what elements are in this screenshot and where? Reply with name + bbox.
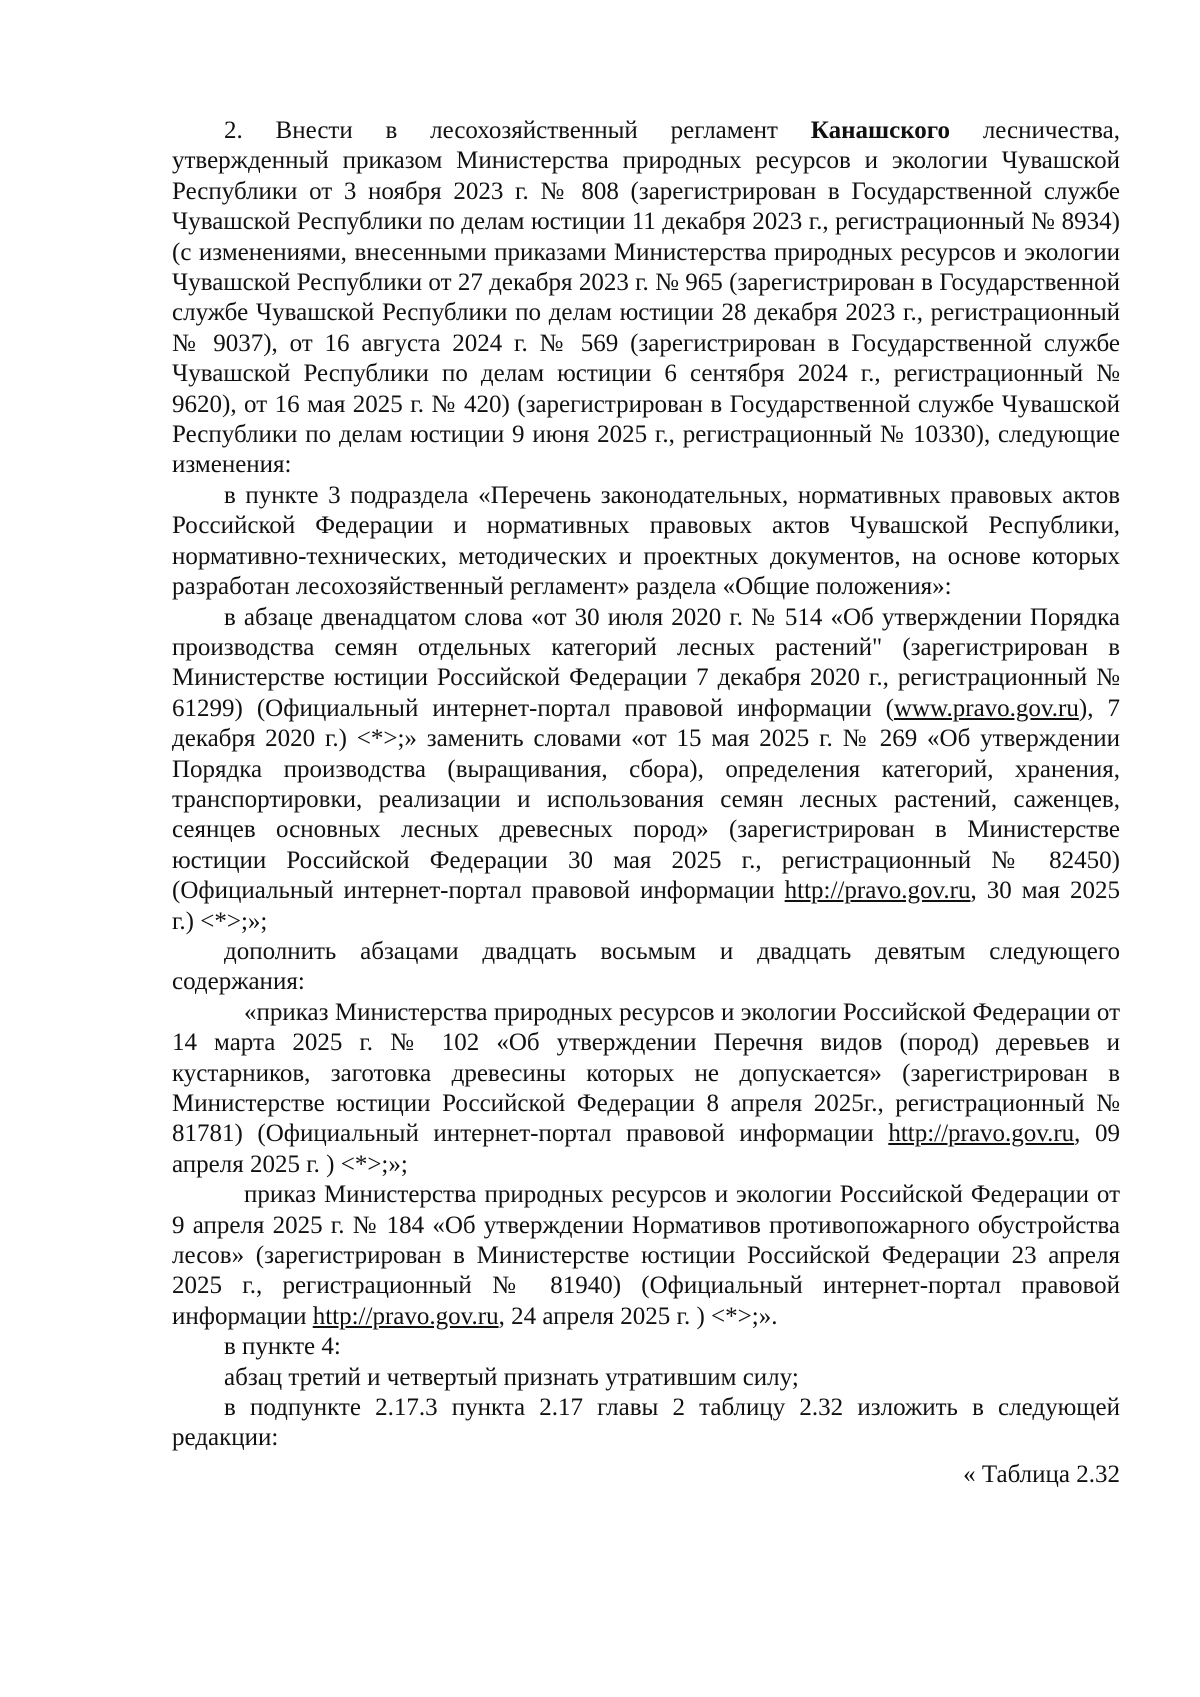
pravo-link-4[interactable]: http://pravo.gov.ru	[312, 1302, 499, 1330]
paragraph-3	[172, 603, 1120, 937]
paragraph-3-text-c: , 30 мая 2025 г.) <*>;»;	[172, 877, 1121, 935]
paragraph-9: в подпункте 2.17.3 пункта 2.17 главы 2 таблицу 2.32 изложить в следующей редакции:	[172, 1394, 1120, 1452]
paragraph-1-text-a: 2. Внести в лесохозяйственный регламент	[224, 117, 811, 144]
paragraph-5	[172, 998, 1120, 1180]
paragraph-6-text-b: , 24 апреля 2025 г. ) <*>;».	[498, 1302, 778, 1330]
paragraph-4: дополнить абзацами двадцать восьмым и двадцать девятым следующего содержания:	[172, 937, 1120, 996]
paragraph-2: в пункте 3 подраздела «Перечень законодательных, нормативных правовых актов Российской Федерации и нормативных правовых актов Чувашской Республики, нормативно-технических, методических и проектных документов, на основе которых разработан лесохозяйственный регламент» раздела «Общие положения»:	[172, 481, 1120, 601]
paragraph-3-text-a: в абзаце двенадцатом слова «от 30 июля 2020 г. № 514 «Об утверждении Порядка производства семян отдельных категорий лесных растений" (зарегистрирован в Министерстве юстиции Российской Федерации 7 декабря 2020 г., регистрационный № 61299) (Официальный интернет-портал правовой информации (	[172, 603, 1120, 722]
paragraph-1-text-b: лесничества, утвержденный приказом Министерства природных ресурсов и экологии Чувашской Республики от 3 ноября 2023 г. № 808 (зарегистрирован в Государственной службе Чувашской Республики по делам юстиции 11 декабря 2023 г., регистрационный № 8934) (с изменениями, внесенными приказами Министерства природных ресурсов и экологии Чувашской Республики от 27 декабря 2023 г. № 965 (зарегистрирован в Государственной службе Чувашской Республики по делам юстиции 28 декабря 2023 г., регистрационный № 9037), от 16 августа 2024 г. № 569 (зарегистрирован в Государственной службе Чувашской Республики по делам юстиции 6 сентября 2024 г., регистрационный № 9620), от 16 мая 2025 г. № 420) (зарегистрирован в Государственной службе Чувашской Республики по делам юстиции 9 июня 2025 г., регистрационный № 10330), следующие изменения:	[172, 117, 1121, 479]
paragraph-5-text-b: , 09 апреля 2025 г. ) <*>;»;	[172, 1120, 1120, 1178]
pravo-link-2[interactable]: http://pravo.gov.ru	[784, 877, 971, 905]
table-caption: « Таблица 2.32	[963, 1460, 1120, 1488]
pravo-link-3[interactable]: http://pravo.gov.ru	[888, 1120, 1075, 1148]
paragraph-6	[172, 1180, 1120, 1332]
document-page	[172, 116, 1120, 1490]
pravo-link-1[interactable]: www.pravo.gov.ru	[893, 694, 1079, 722]
paragraph-5-text-a: «приказ Министерства природных ресурсов и экологии Российской Федерации от 14 марта 2025 г. № 102 «Об утверждении Перечня видов (пород) деревьев и кустарников, заготовка древесины которых не допускается» (зарегистрирован в Министерстве юстиции Российской Федерации 8 апреля 2025г., регистрационный № 81781) (Официальный интернет-портал правовой информации	[172, 998, 1120, 1148]
forestry-name: Канашского	[810, 117, 951, 144]
paragraph-1	[172, 116, 1120, 481]
paragraph-7: в пункте 4:	[224, 1333, 341, 1361]
paragraph-3-text-b: ), 7 декабря 2020 г.) <*>;» заменить словами «от 15 мая 2025 г. № 269 «Об утверждении Порядка производства (выращивания, сбора), определения категорий, хранения, транспортировки, реализации и использования семян лесных растений, саженцев, сеянцев основных лесных древесных пород» (зарегистрирован в Министерстве юстиции Российской Федерации 30 мая 2025 г., регистрационный № 82450) (Официальный интернет-портал правовой информации	[172, 694, 1120, 905]
paragraph-6-text-a: приказ Министерства природных ресурсов и экологии Российской Федерации от 9 апреля 2025 г. № 184 «Об утверждении Нормативов противопожарного обустройства лесов» (зарегистрирован в Министерстве юстиции Российской Федерации 23 апреля 2025 г., регистрационный № 81940) (Официальный интернет-портал правовой информации	[172, 1181, 1120, 1330]
paragraph-8: абзац третий и четвертый признать утратившим силу;	[224, 1363, 799, 1391]
